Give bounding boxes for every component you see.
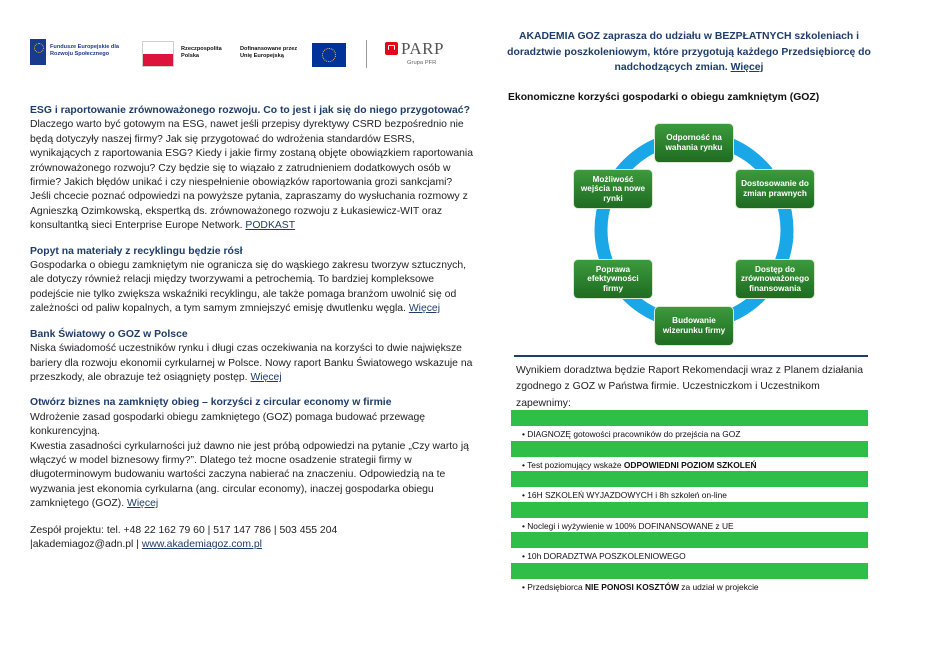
benefit-text (522, 429, 740, 439)
article-body (30, 118, 478, 233)
benefit-item (511, 410, 868, 441)
more-link[interactable]: Więcej (127, 498, 159, 510)
node-new-markets: Możliwość wejścia na nowe rynki (573, 169, 653, 209)
benefit-item (511, 441, 868, 472)
article-title: Otwórz biznes na zamknięty obieg – korzyści z circular economy w firmie (30, 397, 392, 409)
benefit-text (522, 582, 759, 592)
article-text: Dlaczego warto być gotowym na ESG, nawet jeśli przepisy dyrektywy CSRD bezpośrednio nie będą dotyczyły naszej firmy? Jak się przygotować do wdrożenia standardów ESRS, wynikających z raportowania ESG? Kiedy i jakie firmy zostaną objęte obowiązkiem raportowania zrównoważonego rozwoju? Czy będzie się to wiązało z zatrudnieniem dodatkowych osób w firmie? Jakich błędów unikać i czy niespełnienie obowiązków raportowania grozi sankcjami? Jeśli chcecie poznać odpowiedzi na powyższe pytania, zapraszamy do wysłuchania rozmowy z Agnieszką Ozimkowską, ekspertką ds. zrównoważonego rozwoju z Łukasiewicz-WIT oraz konsultantką sieci Enterprise Europe Network. (30, 119, 473, 232)
contact-email-line (30, 538, 478, 552)
article (30, 245, 478, 317)
logo-divider (366, 40, 367, 68)
benefit-item (511, 532, 868, 563)
benefit-bar (511, 532, 868, 548)
parp-logo (385, 39, 455, 69)
rp-logo-text: Rzeczpospolita Polska (181, 46, 222, 59)
article-title: Bank Światowy o GOZ w Polsce (30, 328, 188, 340)
more-link[interactable]: Więcej (408, 303, 441, 315)
logo-bar (30, 37, 470, 71)
eu-flag-icon (312, 43, 346, 67)
benefit-text-pre: • 10h DORADZTWA POSZKOLENIOWEGO (522, 551, 686, 562)
diagram-title: Ekonomiczne korzyści gospodarki o obiegu zamkniętym (GOZ) (508, 92, 820, 103)
benefit-bar (511, 502, 868, 518)
benefit-text (522, 551, 686, 561)
article-text: Wdrożenie zasad gospodarki obiegu zamkniętego (GOZ) pomaga budować przewagę konkurencyjną. Kwestia zasadności cyrkularności już dawno nie jest próbą odpowiedzi na pytanie „Czy warto ją włączyć w model biznesowy firmy?”. Dlatego też mocne osadzenie strategii firmy w długoterminowym budowaniu wartości zaczyna nabierać na znaczeniu. Odpowiedzią na te wyzwania jest ekonomia cyrkularna (ang. circular economy), inaczej gospodarka obiegu zamkniętego (GOZ). (30, 411, 469, 510)
parp-group: Grupa PFR (407, 60, 437, 66)
podcast-link[interactable]: PODKAST (245, 220, 296, 232)
fundusze-europejskie-logo (30, 37, 130, 71)
article-body (30, 342, 478, 385)
eu-logo-text: Dofinansowane przez Unię Europejską (240, 46, 298, 59)
article-body (30, 259, 478, 317)
article (30, 328, 478, 386)
benefit-text-post: za udział w projekcie (678, 581, 759, 592)
section-divider (514, 355, 868, 357)
benefit-text (522, 521, 734, 531)
benefit-text-pre: • Test poziomujący wskaże (522, 459, 624, 470)
more-link[interactable]: Więcej (250, 371, 282, 383)
promo-more-link[interactable]: Więcej (730, 62, 764, 74)
benefit-text-pre: • Noclegi i wyżywienie w 100% DOFINANSOWANE z UE (522, 520, 734, 531)
node-market-resilience: Odporność na wahania rynku (654, 123, 734, 163)
benefit-item (511, 471, 868, 502)
benefit-text-pre: • DIAGNOZĘ gotowości pracowników do przejścia na GOZ (522, 429, 741, 439)
node-sustainable-finance: Dostęp do zrównoważonego finansowania (735, 259, 815, 299)
article (30, 104, 478, 234)
article-text: Gospodarka o obiegu zamkniętym nie ogranicza się do wąskiego zakresu tworzyw sztucznych, ale dotyczy również relacji między tworzywami a petrochemią. To bardziej kompleksowe podejście nie tylko zwiększa wskaźniki recyklingu, ale także pomaga branżom uwolnić się od zależności od paliw kopalnych, a tym samym zmniejszyć emisję dwutlenku węgla. (30, 260, 467, 315)
node-efficiency: Poprawa efektywności firmy (573, 259, 653, 299)
promo-body: AKADEMIA GOZ zaprasza do udziału w BEZPŁATNYCH szkoleniach i doradztwie poszkoleniowym, które przygotują każdego Przedsiębiorcę do nadchodzących zmian. (507, 31, 871, 74)
rzeczpospolita-logo (142, 41, 232, 67)
eu-logo (240, 41, 350, 67)
article-title: ESG i raportowanie zrównoważonego rozwoju. Co to jest i jak się do niego przygotować? (30, 105, 470, 116)
benefit-text-pre: • 16H SZKOLEŃ WYJAZDOWYCH i 8h szkoleń on-line (522, 490, 727, 501)
benefit-bar (511, 410, 868, 426)
benefit-item (511, 502, 868, 533)
contact-info (30, 524, 478, 553)
benefit-bar (511, 563, 868, 579)
benefit-text (522, 460, 757, 470)
article (30, 396, 478, 511)
parp-mark-icon (385, 42, 398, 55)
benefit-text (522, 490, 727, 500)
fe-logo-text: Fundusze Europejskie dla Rozwoju Społecznego (50, 44, 120, 57)
benefit-text-bold: NIE PONOSI KOSZTÓW (584, 581, 679, 592)
node-company-image: Budowanie wizerunku firmy (654, 306, 734, 346)
website-link[interactable]: www.akademiagoz.com.pl (141, 538, 262, 550)
polish-flag-icon (142, 41, 174, 67)
article-title: Popyt na materiały z recyklingu będzie rósł (30, 245, 243, 257)
benefit-bar (511, 471, 868, 487)
parp-name: PARP (401, 39, 444, 58)
article-body (30, 411, 478, 512)
article-text: Niska świadomość uczestników rynku i długi czas oczekiwania na korzyści to dwie największe bariery dla rozwoju ekonomii cyrkularnej w Polsce. Nowy raport Banku Światowego wskazuje na przeszkody, ale obrazuje też osiągnięty postęp. (30, 343, 473, 383)
summary-text: Wynikiem doradztwa będzie Raport Rekomendacji wraz z Planem działania zgodnego z GOZ w Państwa firmie. Uczestniczkom i Uczestnikom zapewnimy: (516, 365, 863, 409)
benefit-text-bold: ODPOWIEDNI POZIOM SZKOLEŃ (623, 459, 757, 470)
benefits-list (511, 410, 868, 594)
goz-cycle-diagram (555, 110, 835, 350)
benefit-item (511, 563, 868, 594)
node-legal-adaptation: Dostosowanie do zmian prawnych (735, 169, 815, 209)
fe-stars-icon (30, 39, 46, 65)
articles-column (30, 104, 478, 552)
promo-text (506, 29, 872, 76)
contact-email: |akademiagoz@adn.pl | (30, 538, 142, 550)
benefit-text-pre: • Przedsiębiorca (522, 581, 585, 592)
contact-phones: Zespół projektu: tel. +48 22 162 79 60 | 517 147 786 | 503 455 204 (30, 524, 338, 536)
benefit-bar (511, 441, 868, 457)
